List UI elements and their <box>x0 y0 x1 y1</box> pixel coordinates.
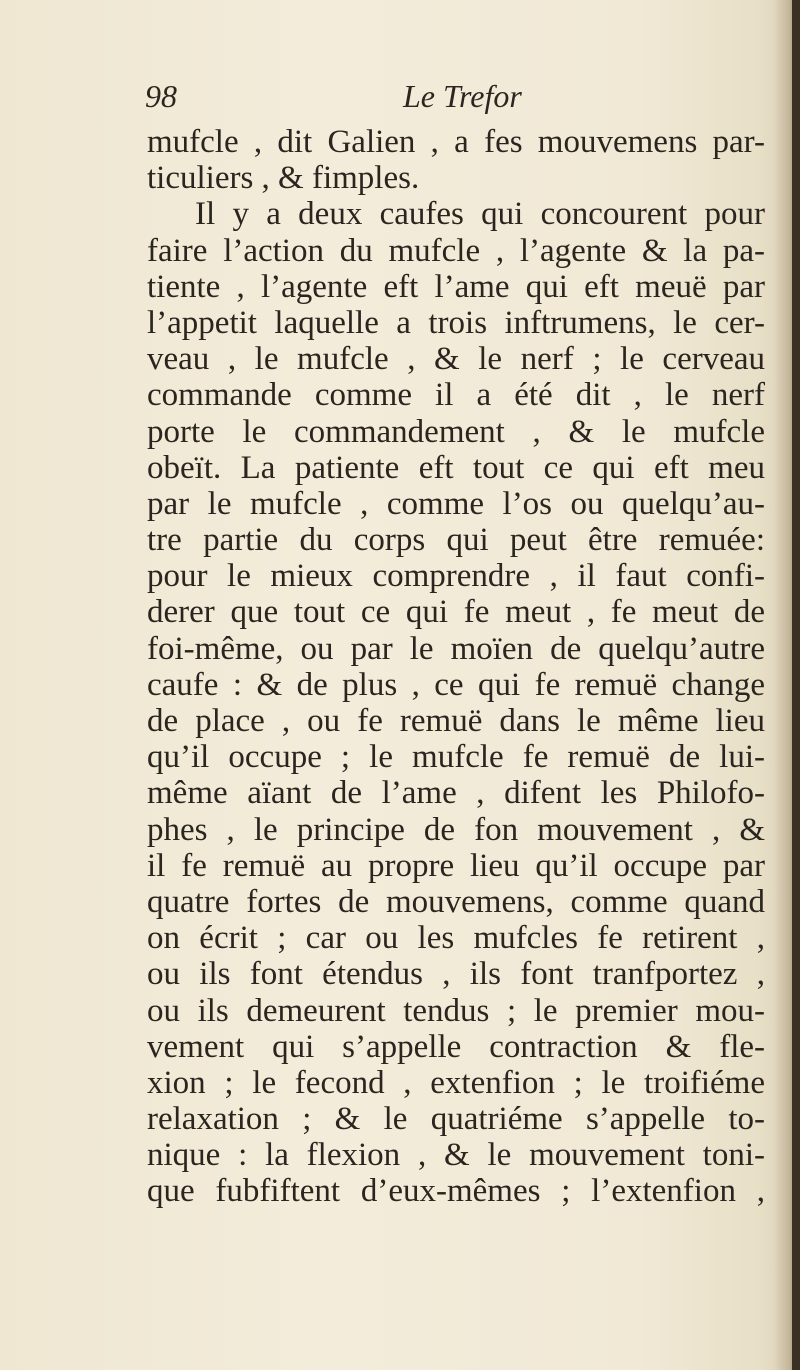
text-line: de place , ou fe remuë dans le même lieu <box>147 703 765 739</box>
text-line: l’appetit laquelle a trois inftrumens, le cer- <box>147 304 765 341</box>
text-line: tre partie du corps qui peut être remuée: <box>147 522 765 559</box>
text-line: mufcle , dit Galien , a fes mouvemens par- <box>147 124 765 160</box>
page-header <box>145 78 765 120</box>
text-line: vement qui s’appelle contraction & fle- <box>147 1028 765 1065</box>
text-line: que fubfiftent d’eux-mêmes ; l’extenfion , <box>147 1173 765 1210</box>
text-line: tiente , l’agente eft l’ame qui eft meuë par <box>147 268 765 305</box>
text-line: quatre fortes de mouvemens, comme quand <box>147 883 765 920</box>
text-line: porte le commandement , & le mufcle <box>147 413 765 450</box>
text-line: obeït. La patiente eft tout ce qui eft meu <box>147 449 765 486</box>
text-line: relaxation ; & le quatriéme s’appelle to- <box>147 1101 765 1138</box>
text-line: phes , le principe de fon mouvement , & <box>147 811 765 848</box>
text-line: xion ; le fecond , extenfion ; le troifiéme <box>147 1064 765 1101</box>
text-line: foi-même, ou par le moïen de quelqu’autre <box>147 630 765 667</box>
text-line: ou ils demeurent tendus ; le premier mou- <box>147 992 765 1029</box>
text-line: Il y a deux caufes qui concourent pour <box>195 196 765 233</box>
text-line: même aïant de l’ame , difent les Philofo- <box>147 775 765 812</box>
text-line: pour le mieux comprendre , il faut confi- <box>147 558 765 595</box>
text-line: veau , le mufcle , & le nerf ; le cerveau <box>147 341 765 378</box>
text-line: nique : la flexion , & le mouvement toni- <box>147 1137 765 1174</box>
text-line: derer que tout ce qui fe meut , fe meut de <box>147 594 765 631</box>
text-line: ou ils font étendus , ils font tranfportez , <box>147 956 765 993</box>
text-line: faire l’action du mufcle , l’agente & la pa- <box>147 232 765 269</box>
text-line: qu’il occupe ; le mufcle fe remuë de lui- <box>147 739 765 776</box>
text-line: caufe : & de plus , ce qui fe remuë change <box>147 666 765 703</box>
text-line: on écrit ; car ou les mufcles fe retirent , <box>147 920 765 957</box>
text-line: il fe remuë au propre lieu qu’il occupe par <box>147 847 765 884</box>
text-line: par le mufcle , comme l’os ou quelqu’au- <box>147 485 765 522</box>
body-text <box>147 124 765 1210</box>
page-number: 98 <box>145 78 177 114</box>
text-line: ticuliers , & fimples. <box>147 160 420 197</box>
page-edge <box>792 0 800 1370</box>
running-title: Le Trefor <box>403 78 522 114</box>
text-line: commande comme il a été dit , le nerf <box>147 377 765 414</box>
